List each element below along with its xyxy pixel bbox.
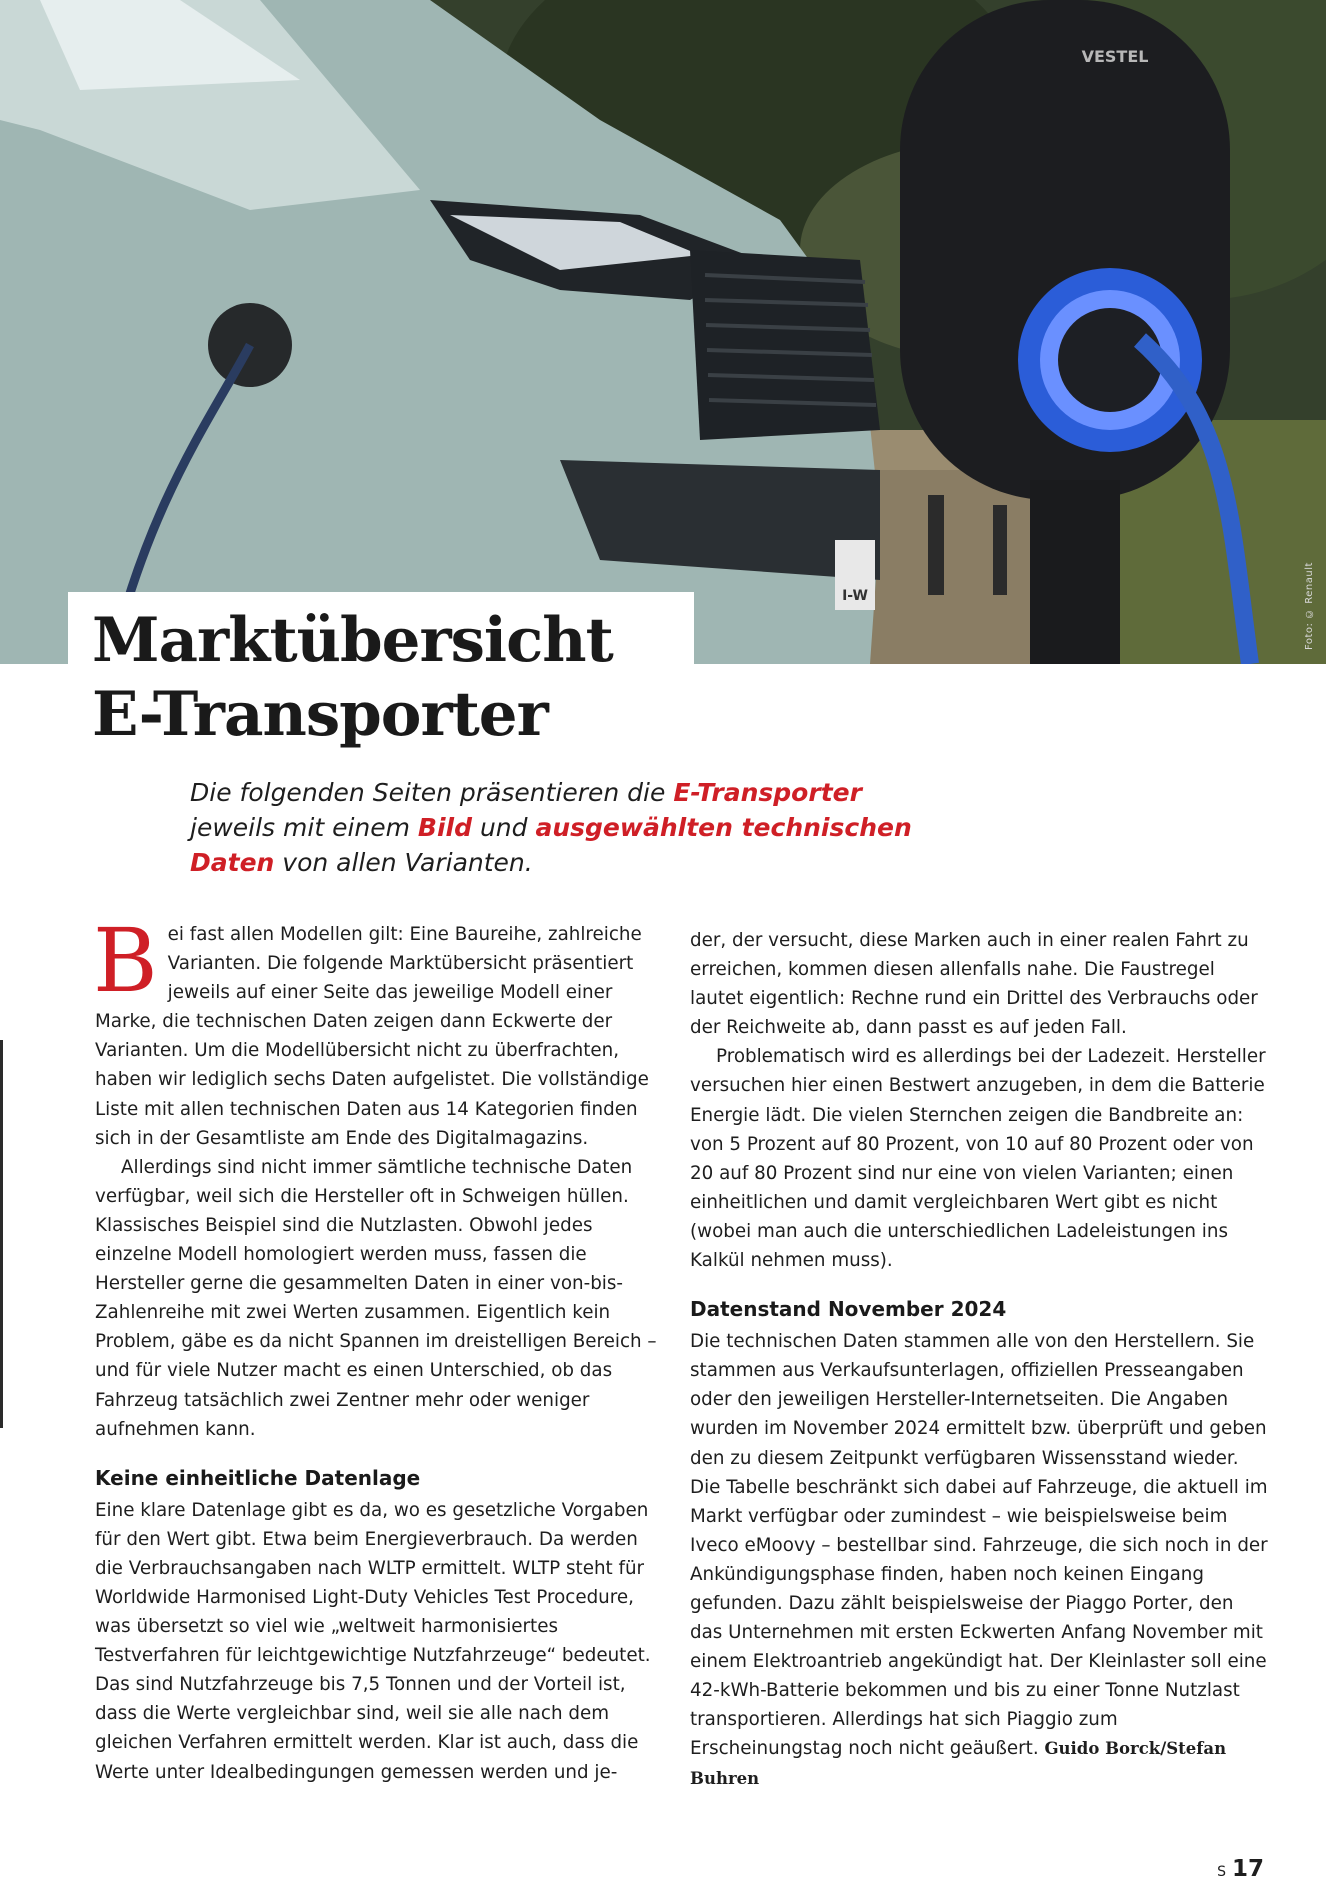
intro-highlight-2: Bild <box>417 813 473 842</box>
paragraph: Allerdings sind nicht immer sämtliche technische Daten verfügbar, weil sich die Hersteller oft in Schweigen hüllen. Klassisches Beispiel sind die Nutzlasten. Obwohl jedes einzelne Modell homologiert werden muss, fassen die Hersteller gerne die gesammelten Daten in einer von-bis-Zahlenreihe mit zwei Werten zusammen. Eigentlich kein Problem, gäbe es da nicht Spannen im dreistelligen Bereich – und für viele Nutzer macht es einen Unterschied, ob das Fahrzeug tatsächlich zwei Zentner mehr oder weniger aufnehmen kann. <box>95 1156 657 1440</box>
paragraph-text: Die technischen Daten stammen alle von den Herstellern. Sie stammen aus Verkaufsunterlagen, offiziellen Presseangaben oder den jeweiligen Hersteller-Internetseiten. Die Angaben wurden im November 2024 ermittelt bzw. überprüft und geben den zu diesem Zeitpunkt verfügbaren Wissensstand wieder. Die Tabelle beschränkt sich dabei auf Fahrzeuge, die aktuell im Markt verfügbar oder zumindest – wie beispielsweise beim Iveco eMoovy – bestellbar sind. Fahrzeuge, die sich noch in der Ankündigungsphase finden, haben noch keinen Eingang gefunden. Dazu zählt beispielsweise der Piaggo Porter, den das Unternehmen mit ersten Eckwerten Anfang November mit einem Elektroantrieb angekündigt hat. Der Kleinlaster soll eine 42-kWh-Batterie bekommen und bis zu einer Tonne Nutzlast transportieren. Allerdings hat sich Piaggio zum Erscheinungstag noch nicht geäußert. <box>690 1331 1268 1760</box>
article-column-left <box>93 909 669 1787</box>
intro-highlight-3: ausgewählten technischen Daten <box>190 813 912 877</box>
charger-brand: VESTEL <box>1081 47 1149 66</box>
intro-text-1: Die folgenden Seiten präsentieren die <box>190 778 674 807</box>
page-prefix: S <box>1217 1864 1226 1880</box>
section-heading: Keine einheitliche Datenlage <box>95 1465 421 1490</box>
page-number-value: 17 <box>1231 1856 1264 1882</box>
paragraph <box>93 909 669 1153</box>
page-title <box>92 604 613 752</box>
intro-text-2: jeweils mit einem <box>190 813 418 842</box>
hero-photo <box>0 0 1326 664</box>
intro-lead <box>190 775 950 880</box>
title-line-2: E-Transporter <box>92 679 548 750</box>
plate-text: I-W <box>842 588 868 604</box>
intro-text-3: und <box>472 813 536 842</box>
title-line-1: Marktübersicht <box>92 605 613 676</box>
article-column-right <box>690 926 1270 1793</box>
intro-text-4: von allen Varianten. <box>274 848 533 877</box>
paragraph: Eine klare Datenlage gibt es da, wo es gesetzliche Vorgaben für den Wert gibt. Etwa beim Energieverbrauch. Da werden die Verbrauchsangaben nach WLTP ermittelt. WLTP steht für Worldwide Harmonised Light-Duty Vehicles Test Procedure, was übersetzt so viel wie „weltweit harmonisiertes Testverfahren für leichtgewichtige Nutzfahrzeuge“ bedeutet. Das sind Nutzfahrzeuge bis 7,5 Tonnen und der Vorteil ist, dass die Werte vergleichbar sind, weil sie alle nach dem gleichen Verfahren ermittelt werden. Klar ist auch, dass die Werte unter Idealbedingungen gemessen werden und je- <box>95 1499 651 1783</box>
paragraph-text: ei fast allen Modellen gilt: Eine Baureihe, zahlreiche Varianten. Die folgende Marktübersicht präsentiert jeweils auf einer Seite das jeweilige Modell einer Marke, die technischen Daten zeigen dann Eckwerte der Varianten. Um die Modellübersicht nicht zu überfrachten, haben wir lediglich sechs Daten aufgelistet. Die vollständige Liste mit allen technischen Daten aus 14 Kategorien finden sich in der Gesamtliste am Ende des Digitalmagazins. <box>95 924 649 1149</box>
ev-charging-illustration <box>0 0 1326 664</box>
page-edge-marker <box>0 1040 3 1428</box>
paragraph: Problematisch wird es allerdings bei der Ladezeit. Hersteller versuchen hier einen Bestwert anzugeben, in dem die Batterie Energie lädt. Die vielen Sternchen zeigen die Bandbreite an: von 5 Prozent auf 80 Prozent, von 10 auf 80 Prozent oder von 20 auf 80 Prozent sind nur eine von vielen Varianten; einen einheitlichen und damit vergleichbaren Wert gibt es nicht (wobei man auch die unterschiedlichen Ladeleistungen ins Kalkül nehmen muss). <box>690 1046 1266 1272</box>
photo-credit: Foto: © Renault <box>1304 562 1315 650</box>
paragraph: der, der versucht, diese Marken auch in einer realen Fahrt zu erreichen, kommen diesen allenfalls nahe. Die Faustregel lautet eigentlich: Rechne rund ein Drittel des Verbrauchs oder der Reichweite ab, dann passt es auf jeden Fall. <box>690 930 1258 1039</box>
intro-highlight-1: E-Transporter <box>673 778 862 807</box>
author-byline: Guido Borck/Stefan Buhren <box>690 1739 1227 1788</box>
paragraph <box>690 1327 1270 1793</box>
drop-cap: B <box>93 909 158 1012</box>
section-heading: Datenstand November 2024 <box>690 1297 1007 1322</box>
page-number <box>1217 1856 1264 1882</box>
